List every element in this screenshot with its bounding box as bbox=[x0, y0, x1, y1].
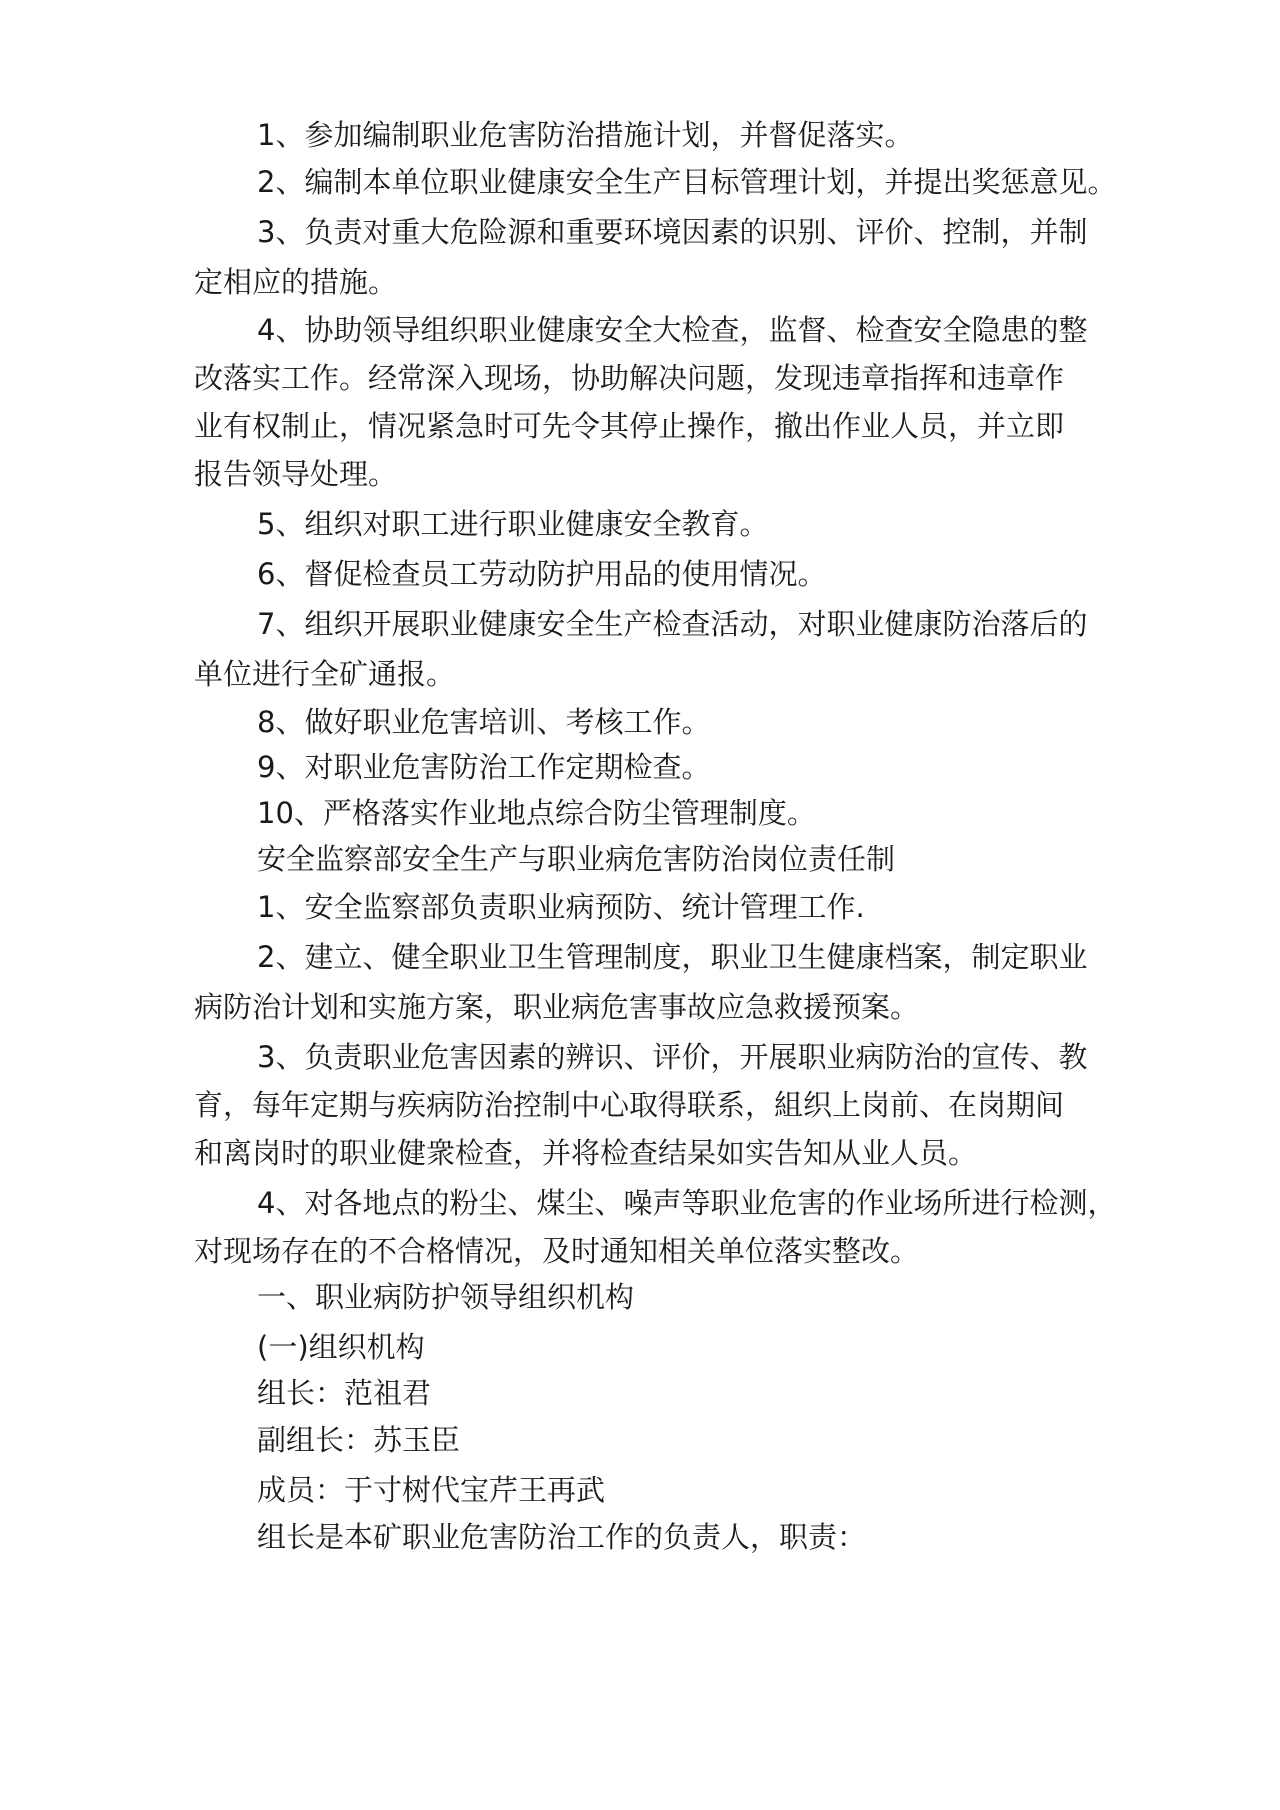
text-line: 8、做好职业危害培训、考核工作。 bbox=[257, 705, 711, 739]
text-line: 育，每年定期与疾病防治控制中心取得联系，組织上岗前、在岗期间 bbox=[194, 1088, 1065, 1122]
text-line: 3、负责对重大危险源和重要环境因素的识别、评价、控制，并制 bbox=[257, 215, 1088, 249]
text-line: 副组长：苏玉臣 bbox=[257, 1423, 461, 1457]
text-line: 10、严格落实作业地点综合防尘管理制度。 bbox=[257, 796, 816, 830]
text-line: 报告领导处理。 bbox=[194, 457, 398, 491]
text-line: 和离岗时的职业健衆检查，并将检查结杲如实告知从业人员。 bbox=[194, 1136, 978, 1170]
text-line: 对现场存在的不合格情况，及时通知相关单位落实整改。 bbox=[194, 1234, 920, 1268]
text-line: 4、对各地点的粉尘、煤尘、噪声等职业危害的作业场所进行检测， bbox=[257, 1186, 1117, 1220]
text-line: 1、参加编制职业危害防治措施计划，并督促落实。 bbox=[257, 118, 914, 152]
text-line: 病防治计划和实施方案，职业病危害事故应急救援预案。 bbox=[194, 990, 920, 1024]
text-line: 2、建立、健全职业卫生管理制度，职业卫生健康档案，制定职业 bbox=[257, 940, 1088, 974]
text-line: 组长：范祖君 bbox=[257, 1376, 432, 1410]
text-line: 5、组织对职工进行职业健康安全教育。 bbox=[257, 507, 769, 541]
text-line: 成员：于寸树代宝芹王再武 bbox=[257, 1473, 606, 1507]
text-line: 改落实工作。经常深入现场，协助解决问题，发现违章指挥和违章作 bbox=[194, 361, 1065, 395]
text-line: 7、组织开展职业健康安全生产检查活动，对职业健康防治落后的 bbox=[257, 607, 1088, 641]
text-line: 业有权制止，情况紧急时可先令其停止操作，撤出作业人员，并立即 bbox=[194, 409, 1065, 443]
text-line: 单位进行全矿通报。 bbox=[194, 657, 456, 691]
text-line: 4、协助领导组织职业健康安全大检查，监督、检查安全隐患的整 bbox=[257, 313, 1088, 347]
section-heading: 安全监察部安全生产与职业病危害防治岗位责任制 bbox=[257, 842, 896, 876]
section-heading: 一、职业病防护领导组织机构 bbox=[257, 1280, 635, 1314]
text-line: 9、对职业危害防治工作定期检查。 bbox=[257, 750, 711, 784]
text-line: 组长是本矿职业危害防治工作的负责人，职责： bbox=[257, 1520, 867, 1554]
text-line: 定相应的措施。 bbox=[194, 265, 398, 299]
subsection-heading: (一)组织机构 bbox=[257, 1330, 425, 1364]
text-line: 1、安全监察部负责职业病预防、统计管理工作. bbox=[257, 890, 865, 924]
text-line: 6、督促检查员工劳动防护用品的使用情况。 bbox=[257, 557, 827, 591]
text-line: 3、负责职业危害因素的辨识、评价，开展职业病防治的宣传、教 bbox=[257, 1040, 1088, 1074]
text-line: 2、编制本单位职业健康安全生产目标管理计划，并提出奖惩意见。 bbox=[257, 165, 1117, 199]
